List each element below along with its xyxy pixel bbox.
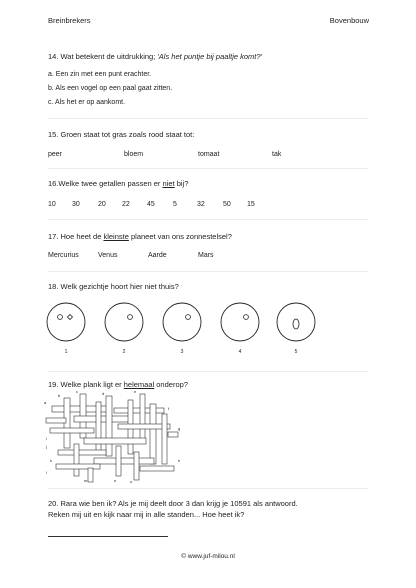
svg-text:c: c: [76, 389, 78, 394]
face-2: [105, 303, 143, 341]
question-17: [48, 232, 232, 241]
question-17-prefix: 17. Hoe heet de: [48, 232, 104, 241]
svg-text:n: n: [114, 478, 117, 483]
face-3: [163, 303, 201, 341]
circle-eye-icon: [128, 315, 133, 320]
circle-eye-icon: [186, 315, 191, 320]
divider: [48, 488, 368, 489]
svg-text:g: g: [178, 426, 181, 431]
divider: [48, 219, 368, 220]
question-19: [48, 380, 188, 389]
q14-option-c: c. Als het er op aankomt.: [48, 99, 126, 106]
q16-number: 10: [48, 201, 56, 208]
footer-copyright: © www.juf-milou.nl: [181, 553, 235, 560]
q16-number: 45: [147, 201, 155, 208]
q16-number: 5: [173, 201, 177, 208]
q17-option-aarde: Aarde: [148, 252, 167, 259]
divider: [48, 271, 368, 272]
svg-text:f: f: [168, 406, 170, 411]
q17-option-mars: Mars: [198, 252, 214, 259]
faces-row: [40, 298, 340, 360]
question-14-quote: 'Als het puntje bij paaltje komt?': [157, 52, 262, 61]
circle-eye-icon: [58, 315, 63, 320]
svg-text:i: i: [46, 436, 47, 441]
svg-text:k: k: [50, 458, 52, 463]
q16-number: 20: [98, 201, 106, 208]
svg-text:a: a: [44, 400, 47, 405]
faces-svg: [40, 298, 340, 348]
q15-option-peer: peer: [48, 151, 63, 158]
question-16: [48, 179, 188, 188]
question-17-underlined: kleinste: [103, 232, 129, 241]
diamond-eye-icon: [68, 315, 73, 320]
q14-option-b: b. Als een vogel op een paal gaat zitten.: [48, 85, 173, 92]
face-number: 1: [64, 349, 68, 355]
q16-number: 50: [223, 201, 231, 208]
face-number: 3: [180, 349, 184, 355]
question-17-suffix: planeet van ons zonnestelsel?: [128, 232, 232, 241]
question-18: 18. Welk gezichtje hoort hier niet thuis?: [48, 282, 179, 291]
header-left: Breinbrekers: [48, 16, 91, 25]
question-14-text: 14. Wat betekent de uitdrukking;: [48, 52, 158, 61]
header-right: Bovenbouw: [329, 16, 369, 25]
face-1: [47, 303, 85, 341]
q17-option-venus: Venus: [98, 252, 118, 259]
q14-option-a: a. Een zin met een punt erachter.: [48, 71, 152, 78]
q15-option-tak: tak: [272, 151, 282, 158]
q16-number: 32: [197, 201, 205, 208]
face-5: [277, 303, 315, 341]
divider: [48, 371, 368, 372]
q15-option-tomaat: tomaat: [198, 151, 220, 158]
divider: [48, 118, 368, 119]
q16-number: 15: [247, 201, 255, 208]
planks-puzzle-image: [44, 389, 184, 484]
face-number: 2: [122, 349, 126, 355]
face-number: 4: [238, 349, 242, 355]
face-4: [221, 303, 259, 341]
question-20-line2: Reken mij uit en kijk naar mij in alle standen... Hoe heet ik?: [48, 510, 245, 519]
svg-text:j: j: [46, 444, 47, 449]
question-20-line1: 20. Rara wie ben ik? Als je mij deelt door 3 dan krijg je 10591 als antwoord.: [48, 499, 298, 508]
q15-option-bloem: bloem: [124, 151, 144, 158]
face-number: 5: [294, 349, 298, 355]
q16-number: 22: [122, 201, 130, 208]
question-16-prefix: 16.Welke twee getallen passen er: [48, 179, 163, 188]
svg-text:e: e: [134, 389, 137, 394]
question-15: 15. Groen staat tot gras zoals rood staat tot:: [48, 130, 195, 139]
svg-text:b: b: [58, 393, 61, 398]
svg-text:l: l: [46, 470, 47, 475]
q16-number: 30: [72, 201, 80, 208]
divider: [48, 168, 368, 169]
svg-text:h: h: [178, 458, 181, 463]
answer-line: [48, 536, 168, 537]
oval-icon: [293, 319, 299, 329]
question-14: [48, 52, 262, 61]
question-19-prefix: 19. Welke plank ligt er: [48, 380, 124, 389]
question-16-underlined: niet: [162, 179, 175, 188]
svg-text:m: m: [84, 478, 88, 483]
q17-option-mercurius: Mercurius: [48, 252, 79, 259]
question-16-suffix: bij?: [174, 179, 189, 188]
svg-text:d: d: [102, 391, 105, 396]
circle-eye-icon: [244, 315, 249, 320]
question-19-suffix: onderop?: [154, 380, 188, 389]
svg-text:o: o: [130, 479, 133, 484]
question-19-underlined: helemaal: [123, 380, 155, 389]
